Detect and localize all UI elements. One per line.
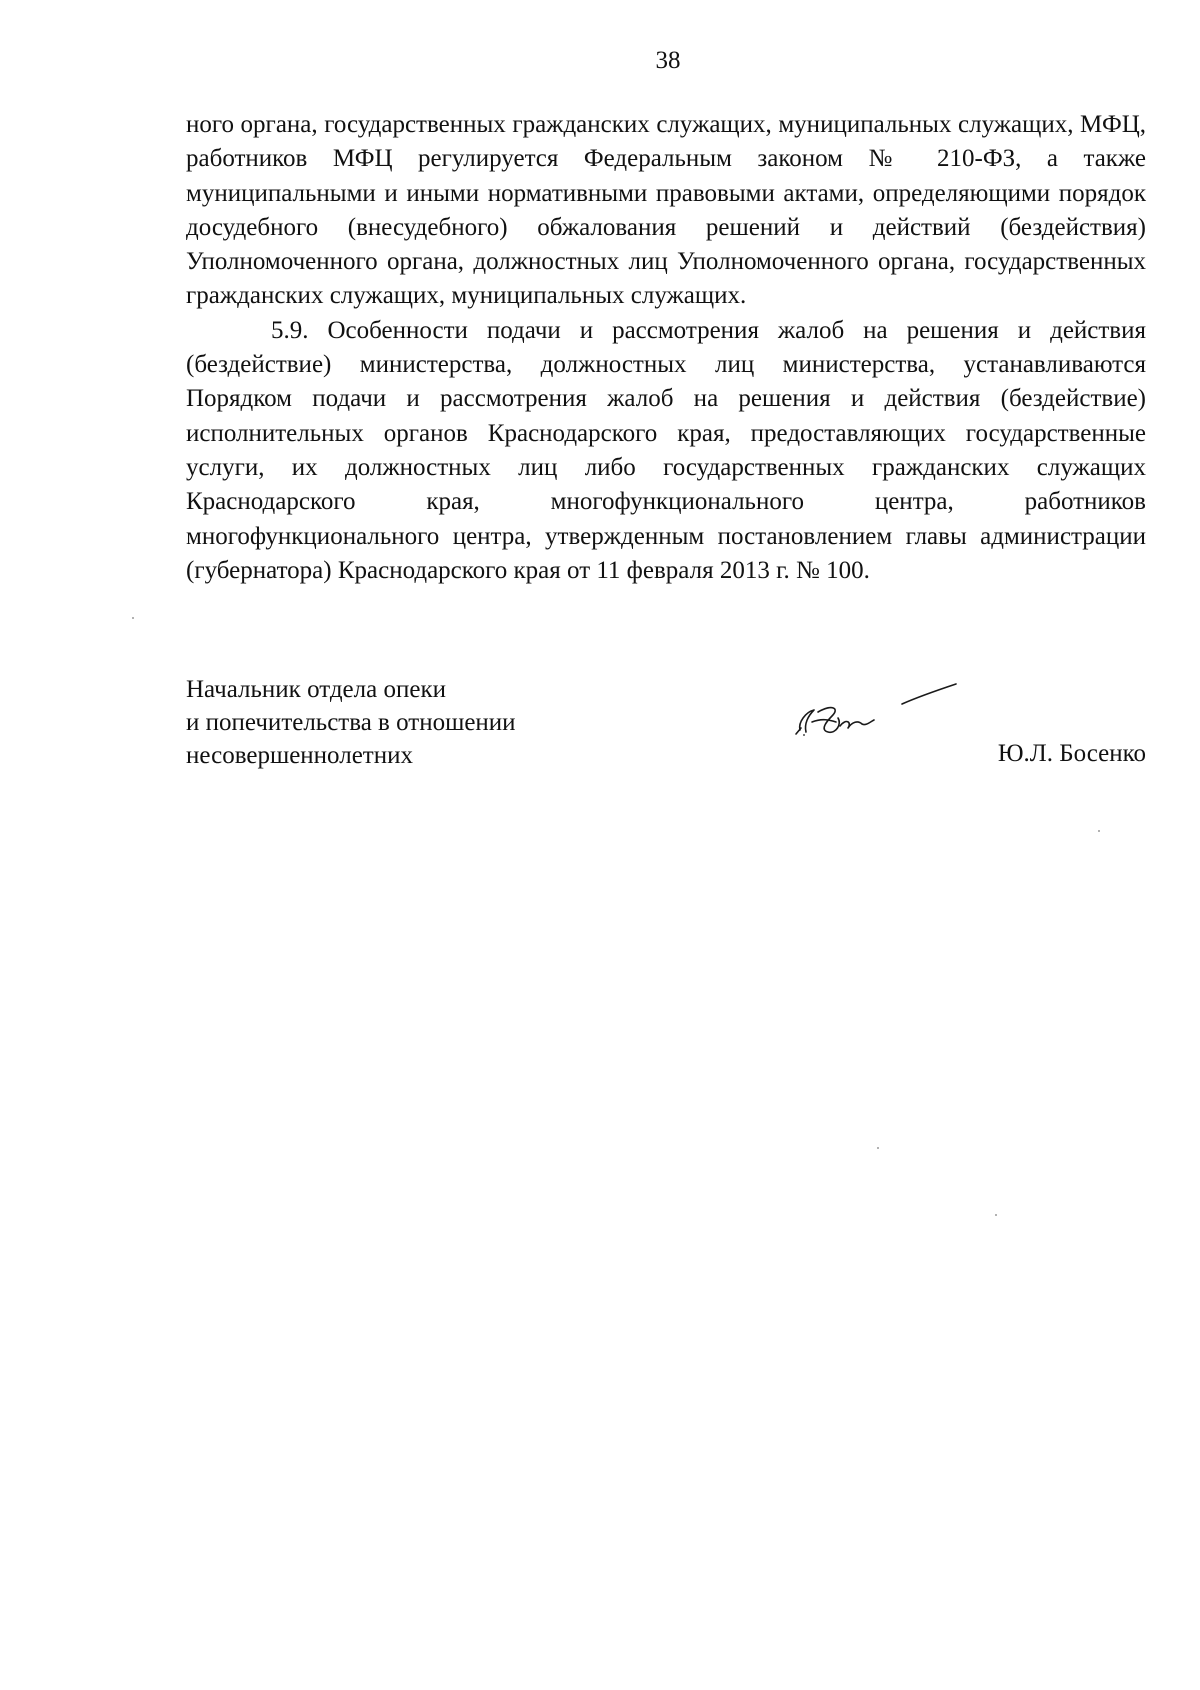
paragraph-5-9: 5.9. Особенности подачи и рассмотрения жалоб на решения и действия (бездействие) министерства, должностных лиц министерства, устанавливаются Порядком подачи и рассмотрения жалоб на решения и действия (бездействие) исполнительных органов Краснодарского края, предоставляющих государственные услуги, их должностных лиц либо государственных гражданских служащих Краснодарского края, многофункционального центра, работников многофункционального центра, утвержденным постановлением главы администрации (губернатора) Краснодарского края от 11 февраля 2013 г. № 100. <box>186 316 1146 584</box>
document-body <box>186 108 1146 588</box>
paragraph-continuation: ного органа, государственных гражданских служащих, муниципальных служащих, МФЦ, работников МФЦ регулируется Федеральным законом № 210-ФЗ, а также муниципальными и иными нормативными правовыми актами, определяющими порядок досудебного (внесудебного) обжалования решений и действий (бездействия) Уполномоченного органа, должностных лиц Уполномоченного органа, государственных гражданских служащих, муниципальных служащих. <box>186 111 1146 310</box>
handwritten-signature <box>792 682 972 746</box>
signatory-position-line: несовершеннолетних <box>186 742 413 769</box>
page-number: 38 <box>655 47 681 74</box>
signatory-name: Ю.Л. Босенко <box>997 740 1146 767</box>
signatory-position <box>186 673 686 772</box>
signatory-position-line: и попечительства в отношении <box>186 709 516 736</box>
scan-speck <box>877 1147 879 1149</box>
scan-speck <box>1098 830 1100 832</box>
scan-speck <box>995 1214 997 1216</box>
scan-speck <box>132 617 134 619</box>
signatory-position-line: Начальник отдела опеки <box>186 676 446 703</box>
